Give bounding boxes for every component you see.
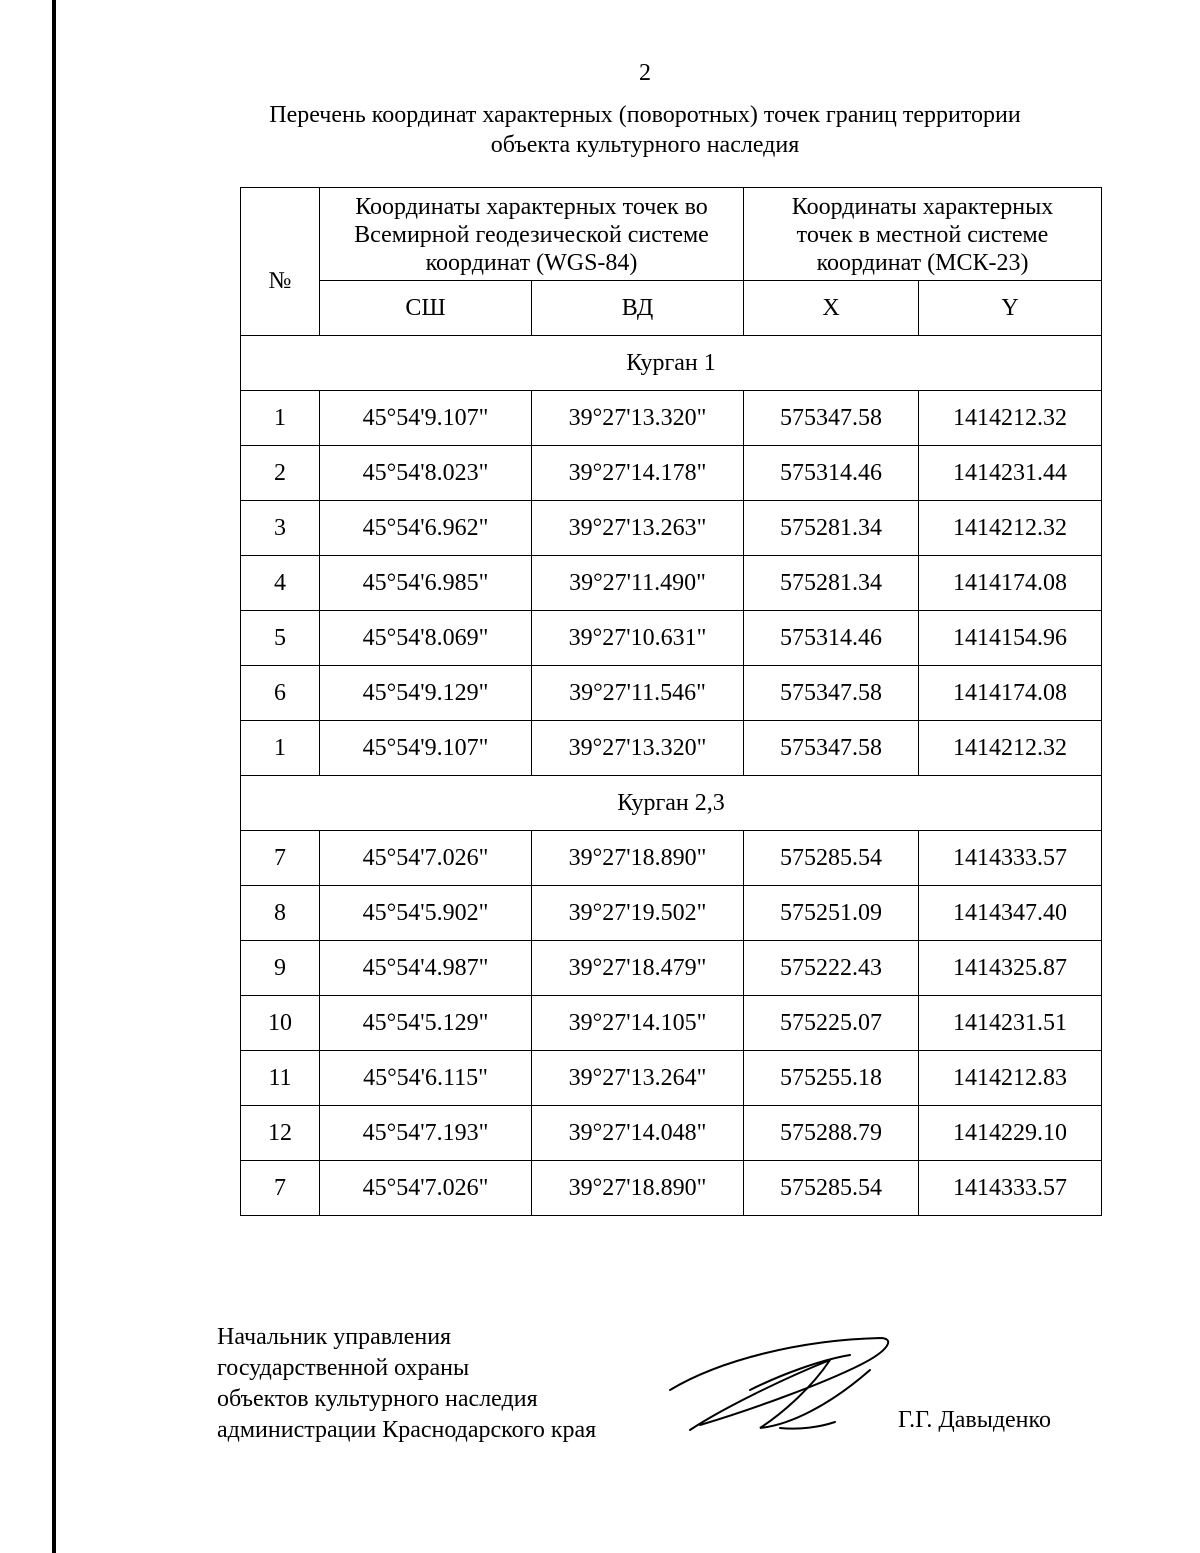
cell-sh: 45°54'7.026": [320, 831, 532, 886]
cell-vd: 39°27'14.105": [532, 996, 744, 1051]
table-row: [241, 611, 1102, 666]
page-edge-bar: [52, 0, 56, 1553]
cell-y: 1414333.57: [919, 831, 1102, 886]
cell-no: 9: [241, 941, 320, 996]
header-latitude: СШ: [320, 281, 532, 336]
cell-no: 12: [241, 1106, 320, 1161]
cell-sh: 45°54'6.962": [320, 501, 532, 556]
document-title: [0, 100, 1200, 160]
cell-vd: 39°27'10.631": [532, 611, 744, 666]
cell-y: 1414325.87: [919, 941, 1102, 996]
table-row: [241, 996, 1102, 1051]
cell-x: 575281.34: [744, 556, 919, 611]
table-row: [241, 721, 1102, 776]
table-row: [241, 831, 1102, 886]
table-row: [241, 1051, 1102, 1106]
cell-vd: 39°27'14.048": [532, 1106, 744, 1161]
header-longitude: ВД: [532, 281, 744, 336]
cell-x: 575314.46: [744, 611, 919, 666]
cell-vd: 39°27'13.320": [532, 391, 744, 446]
cell-y: 1414174.08: [919, 666, 1102, 721]
cell-no: 10: [241, 996, 320, 1051]
coordinates-table: [240, 187, 1102, 1216]
section-row: [241, 776, 1102, 831]
cell-y: 1414212.32: [919, 721, 1102, 776]
cell-vd: 39°27'18.479": [532, 941, 744, 996]
section-title: Курган 2,3: [241, 776, 1102, 831]
cell-no: 1: [241, 721, 320, 776]
position-line: Начальник управления: [217, 1324, 452, 1350]
cell-y: 1414333.57: [919, 1161, 1102, 1216]
cell-y: 1414212.32: [919, 391, 1102, 446]
cell-x: 575285.54: [744, 1161, 919, 1216]
title-line: Перечень координат характерных (поворотных) точек границ территории: [269, 102, 1021, 128]
cell-sh: 45°54'5.902": [320, 886, 532, 941]
cell-no: 2: [241, 446, 320, 501]
position-line: государственной охраны: [217, 1355, 470, 1381]
cell-x: 575255.18: [744, 1051, 919, 1106]
header-msk-group: Координаты характерных точек в местной системе координат (МСК-23): [744, 188, 1102, 281]
header-x: X: [744, 281, 919, 336]
cell-no: 7: [241, 831, 320, 886]
cell-sh: 45°54'5.129": [320, 996, 532, 1051]
cell-sh: 45°54'9.107": [320, 721, 532, 776]
position-line: администрации Краснодарского края: [217, 1417, 597, 1443]
cell-x: 575225.07: [744, 996, 919, 1051]
table-row: [241, 501, 1102, 556]
cell-no: 11: [241, 1051, 320, 1106]
cell-no: 8: [241, 886, 320, 941]
cell-sh: 45°54'6.115": [320, 1051, 532, 1106]
cell-vd: 39°27'13.263": [532, 501, 744, 556]
cell-y: 1414212.32: [919, 501, 1102, 556]
cell-x: 575288.79: [744, 1106, 919, 1161]
header-y: Y: [919, 281, 1102, 336]
cell-vd: 39°27'18.890": [532, 1161, 744, 1216]
cell-y: 1414174.08: [919, 556, 1102, 611]
cell-sh: 45°54'8.023": [320, 446, 532, 501]
table-body: [241, 336, 1102, 1216]
table-row: [241, 886, 1102, 941]
table-row: [241, 446, 1102, 501]
cell-x: 575281.34: [744, 501, 919, 556]
table-row: [241, 556, 1102, 611]
cell-y: 1414154.96: [919, 611, 1102, 666]
cell-vd: 39°27'19.502": [532, 886, 744, 941]
cell-sh: 45°54'9.107": [320, 391, 532, 446]
cell-no: 6: [241, 666, 320, 721]
cell-no: 7: [241, 1161, 320, 1216]
cell-vd: 39°27'13.320": [532, 721, 744, 776]
table-row: [241, 1106, 1102, 1161]
cell-sh: 45°54'7.193": [320, 1106, 532, 1161]
cell-vd: 39°27'11.546": [532, 666, 744, 721]
cell-y: 1414229.10: [919, 1106, 1102, 1161]
cell-vd: 39°27'13.264": [532, 1051, 744, 1106]
position-line: объектов культурного наследия: [217, 1386, 538, 1412]
cell-vd: 39°27'14.178": [532, 446, 744, 501]
signatory-position: [217, 1322, 596, 1446]
title-line: объекта культурного наследия: [490, 132, 800, 158]
table-row: [241, 391, 1102, 446]
cell-x: 575285.54: [744, 831, 919, 886]
cell-sh: 45°54'8.069": [320, 611, 532, 666]
cell-no: 3: [241, 501, 320, 556]
header-wgs-group: Координаты характерных точек во Всемирной геодезической системе координат (WGS-84): [320, 188, 744, 281]
cell-vd: 39°27'11.490": [532, 556, 744, 611]
header-number: №: [241, 188, 320, 336]
cell-x: 575347.58: [744, 391, 919, 446]
cell-sh: 45°54'6.985": [320, 556, 532, 611]
cell-no: 4: [241, 556, 320, 611]
cell-x: 575222.43: [744, 941, 919, 996]
section-row: [241, 336, 1102, 391]
table-row: [241, 666, 1102, 721]
cell-y: 1414347.40: [919, 886, 1102, 941]
cell-y: 1414231.44: [919, 446, 1102, 501]
cell-vd: 39°27'18.890": [532, 831, 744, 886]
table-row: [241, 941, 1102, 996]
cell-x: 575347.58: [744, 721, 919, 776]
cell-sh: 45°54'4.987": [320, 941, 532, 996]
cell-y: 1414231.51: [919, 996, 1102, 1051]
section-title: Курган 1: [241, 336, 1102, 391]
cell-x: 575347.58: [744, 666, 919, 721]
handwritten-signature: [660, 1330, 900, 1440]
cell-sh: 45°54'7.026": [320, 1161, 532, 1216]
cell-sh: 45°54'9.129": [320, 666, 532, 721]
cell-y: 1414212.83: [919, 1051, 1102, 1106]
cell-no: 1: [241, 391, 320, 446]
cell-no: 5: [241, 611, 320, 666]
table-row: [241, 1161, 1102, 1216]
cell-x: 575251.09: [744, 886, 919, 941]
page-number: 2: [639, 60, 651, 86]
cell-x: 575314.46: [744, 446, 919, 501]
signer-name: Г.Г. Давыденко: [898, 1407, 1051, 1433]
